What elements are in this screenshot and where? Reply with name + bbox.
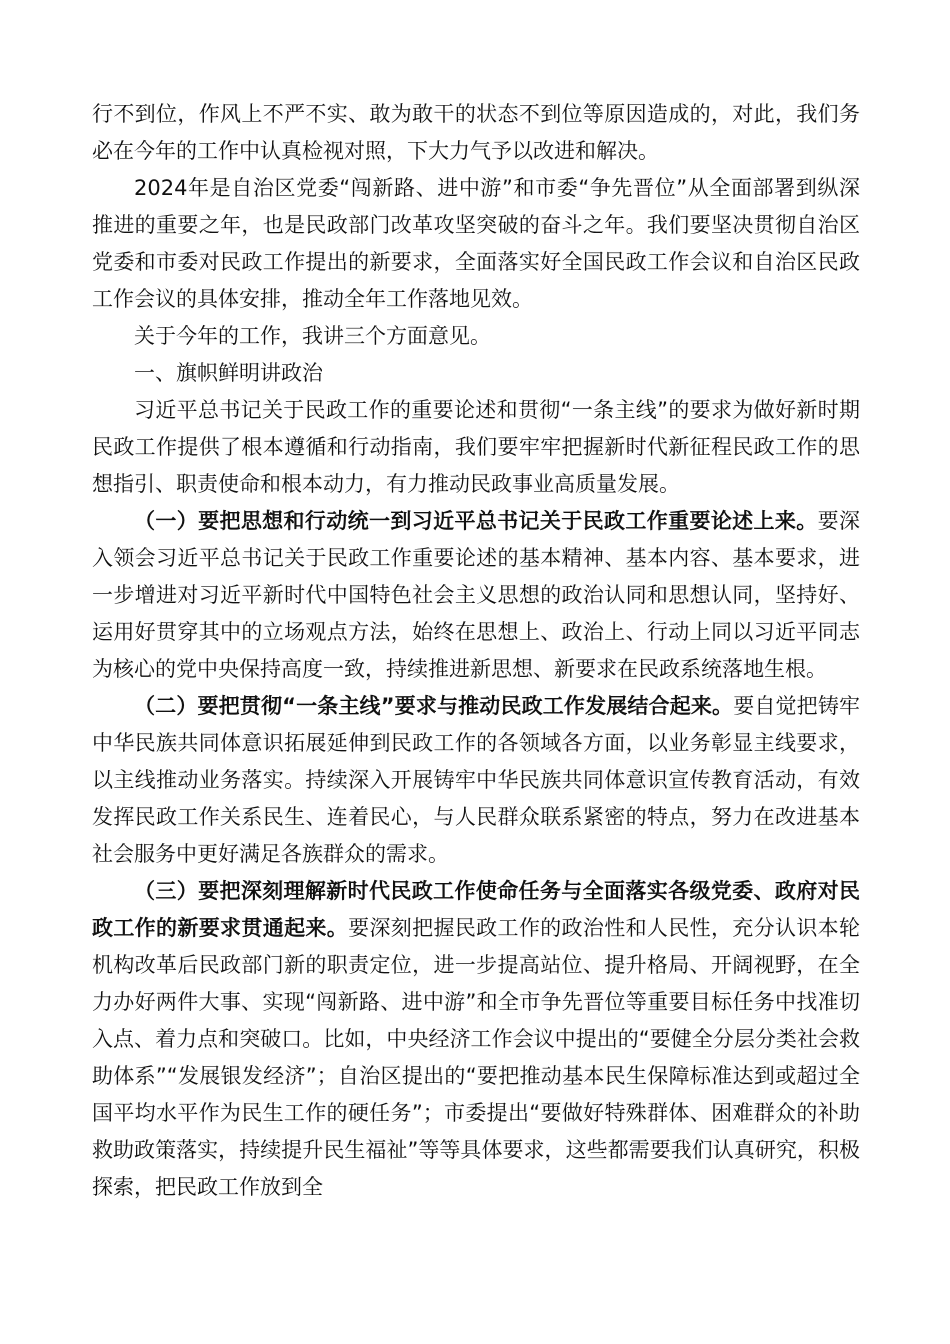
paragraph-text: 要深刻把握民政工作的政治性和人民性，充分认识本轮机构改革后民政部门新的职责定位，进一步提高站位、提升格局、开阔视野，在全力办好两件大事、实现“闯新路、进中游”和全市争先晋位等重要目标任务中找准切入点、着力点和突破口。比如，中央经济工作会议中提出的“要健全分层分类社会救助体系”“发展银发经济”；自治区提出的“要把推动基本民生保障标准达到或超过全国平均水平作为民生工作的硬任务”；市委提出“要做好特殊群体、困难群众的补助救助政策落实，持续提升民生福祉”等等具体要求，这些都需要我们认真研究，积极探索，把民政工作放到全 — [92, 916, 861, 1199]
paragraph — [92, 873, 860, 1206]
paragraph — [92, 688, 860, 873]
document-page — [92, 96, 860, 1206]
paragraph-lead-heading: （三）要把深刻理解新时代民政工作使命任务与全面落实各级党委、政府对民政工作的新要求贯通起来。 — [92, 879, 860, 940]
paragraph — [92, 392, 860, 503]
paragraph-lead-heading: （二）要把贯彻“一条主线”要求与推动民政工作发展结合起来。 — [134, 694, 734, 718]
paragraph-text: 习近平总书记关于民政工作的重要论述和贯彻“一条主线”的要求为做好新时期民政工作提供了根本遵循和行动指南，我们要牢牢把握新时代新征程民政工作的思想指引、职责使命和根本动力，有力推动民政事业高质量发展。 — [92, 398, 860, 496]
section-heading — [92, 355, 860, 392]
paragraph — [92, 170, 860, 318]
paragraph — [92, 503, 860, 688]
paragraph — [92, 96, 860, 170]
paragraph-text: 2024年是自治区党委“闯新路、进中游”和市委“争先晋位”从全面部署到纵深推进的重要之年，也是民政部门改革攻坚突破的奋斗之年。我们要坚决贯彻自治区党委和市委对民政工作提出的新要求，全面落实好全国民政工作会议和自治区民政工作会议的具体安排，推动全年工作落地见效。 — [92, 176, 860, 311]
paragraph-text: 行不到位，作风上不严不实、敢为敢干的状态不到位等原因造成的，对此，我们务必在今年的工作中认真检视对照，下大力气予以改进和解决。 — [92, 102, 860, 163]
section-heading-text: 一、旗帜鲜明讲政治 — [134, 361, 323, 385]
paragraph-text: 要深入领会习近平总书记关于民政工作重要论述的基本精神、基本内容、基本要求，进一步增进对习近平新时代中国特色社会主义思想的政治认同和思想认同，坚持好、运用好贯穿其中的立场观点方法，始终在思想上、政治上、行动上同以习近平同志为核心的党中央保持高度一致，持续推进新思想、新要求在民政系统落地生根。 — [92, 509, 861, 681]
paragraph — [92, 318, 860, 355]
paragraph-lead-heading: （一）要把思想和行动统一到习近平总书记关于民政工作重要论述上来。 — [134, 509, 818, 533]
paragraph-text: 关于今年的工作，我讲三个方面意见。 — [134, 324, 491, 348]
paragraph-text: 要自觉把铸牢中华民族共同体意识拓展延伸到民政工作的各领域各方面，以业务彰显主线要求，以主线推动业务落实。持续深入开展铸牢中华民族共同体意识宣传教育活动，有效发挥民政工作关系民生、连着民心，与人民群众联系紧密的特点，努力在改进基本社会服务中更好满足各族群众的需求。 — [92, 694, 860, 866]
